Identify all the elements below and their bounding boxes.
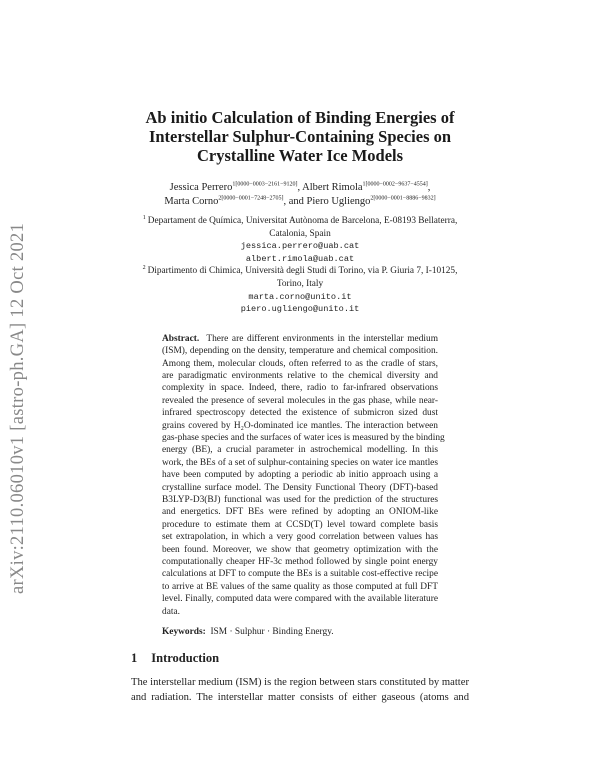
abstract-line: gas-phase species and the surfaces of water ices is measured by the binding	[162, 433, 445, 443]
abstract-line: complexity in space. Indeed, there, radio to far-infrared observations	[162, 383, 438, 394]
author-orcid: 2[0000−0001−8886−9832]	[370, 195, 436, 202]
abstract-line: work, the BEs of a set of sulphur-containing species on water ice mantles	[162, 457, 438, 468]
keywords-label: Keywords:	[162, 627, 206, 638]
abstract-line: revealed the presence of several molecules in the gas phase, while near-	[162, 395, 438, 406]
abstract-line: and energetics. DFT BEs were refined by adopting an ONIOM-like	[162, 507, 438, 518]
abstract	[162, 333, 445, 618]
abstract-line: are paradigmatic environments relative to the chemical diversity and	[162, 370, 438, 381]
abstract-line: infrared spectroscopy detected the existence of submicron sized dust	[162, 408, 438, 419]
abstract-line: computationally cheaper HF-3c method followed by single point energy	[162, 557, 438, 568]
abstract-line: calculations at DFT to compute the BEs is a suitable cost-effective recipe	[162, 569, 438, 580]
abstract-line: data.	[162, 606, 180, 617]
affiliation-1	[90, 215, 510, 265]
abstract-line: Among them, molecular clouds, often referred to as the cradle of stars,	[162, 358, 438, 369]
abstract-line: crystalline surface model. The Density Functional Theory (DFT)-based	[162, 482, 438, 493]
affiliation-2	[90, 265, 510, 315]
affiliation-line: Catalonia, Spain	[269, 228, 331, 239]
abstract-line: to arrive at BE values of the same quality as those computed at full DFT	[162, 581, 438, 592]
affiliation-line: Torino, Italy	[276, 278, 324, 289]
author-name: and Piero Ugliengo	[288, 196, 371, 207]
abstract-line: energy (BE), a crucial parameter in astrochemical modelling. In this	[162, 445, 438, 456]
section-number: 1	[131, 651, 138, 666]
abstract-line: level. Finally, computed data were compared with the available literature	[162, 594, 438, 605]
author-name: Marta Corno	[164, 196, 219, 207]
paper-title	[90, 108, 510, 165]
abstract-line: been found. Moreover, we show that geometry optimization with the	[162, 544, 438, 555]
abstract-line: procedure to estimate them at CCSD(T) level toward complete basis	[162, 519, 438, 530]
body-text	[131, 675, 469, 705]
keywords-text: ISM · Sulphur · Binding Energy.	[210, 627, 334, 638]
abstract-line: B3LYP-D3(BJ) functional was used for the prediction of the structures	[162, 495, 438, 506]
author-list: Jessica Perrero$^{1[0000-0003-2161-9120]}$, Albert Rimola$^{1[0000-0002-9637-4554]}$, Marta Corno$^{2[0000-0001-7248-2705]}$, and Piero Ugliengo$^{2[0000-0001-8886-9832]}$	[164, 181, 436, 207]
author-name: Jessica Perrero	[169, 182, 233, 193]
abstract-line: grains covered by H₂O-dominated ice mantles. The interaction between	[162, 420, 438, 431]
body-line: The interstellar medium (ISM) is the region between stars constituted by matter	[131, 677, 469, 689]
affiliation-number: 2	[142, 265, 146, 272]
title-line: Interstellar Sulphur-Containing Species on	[148, 127, 452, 146]
body-line: and radiation. The interstellar matter consists of either gaseous (atoms and	[131, 692, 469, 704]
author-orcid: 2[0000−0001−7248−2705]	[218, 195, 284, 202]
section-heading	[131, 651, 510, 666]
email-link[interactable]: marta.corno@unito.it	[248, 291, 352, 302]
paper-content	[90, 108, 510, 705]
author-orcid: 1[0000−0003−2161−9120]	[232, 181, 298, 188]
arxiv-identifier: arXiv:2110.06010v1 [astro-ph.GA] 12 Oct 2021	[8, 222, 28, 594]
abstract-line: set extrapolation, in which a very good correlation between values has	[162, 532, 438, 543]
email-link[interactable]: albert.rimola@uab.cat	[245, 253, 355, 264]
author-orcid: 1[0000−0002−9637−4554]	[362, 181, 428, 188]
section-title: Introduction	[151, 651, 220, 666]
title-line: Ab initio Calculation of Binding Energies of	[145, 108, 455, 127]
affiliation-line: Dipartimento di Chimica, Università degli Studi di Torino, via P. Giuria 7, I-10125,	[147, 266, 458, 277]
title-line: Crystalline Water Ice Models	[196, 146, 404, 165]
email-link[interactable]: jessica.perrero@uab.cat	[240, 241, 360, 252]
keywords	[162, 626, 510, 638]
affiliation-line: Departament de Química, Universitat Autònoma de Barcelona, E-08193 Bellaterra,	[147, 216, 458, 226]
author-name: Albert Rimola	[302, 182, 363, 193]
affiliation-number: 1	[142, 214, 146, 221]
abstract-line: have been computed by adopting a periodic ab initio approach using a	[162, 470, 438, 481]
abstract-line: There are different environments in the interstellar medium	[206, 333, 438, 344]
email-link[interactable]: piero.ugliengo@unito.it	[240, 304, 360, 315]
abstract-label: Abstract.	[162, 333, 200, 344]
abstract-line: (ISM), depending on the density, temperature and chemical composition.	[162, 346, 438, 357]
